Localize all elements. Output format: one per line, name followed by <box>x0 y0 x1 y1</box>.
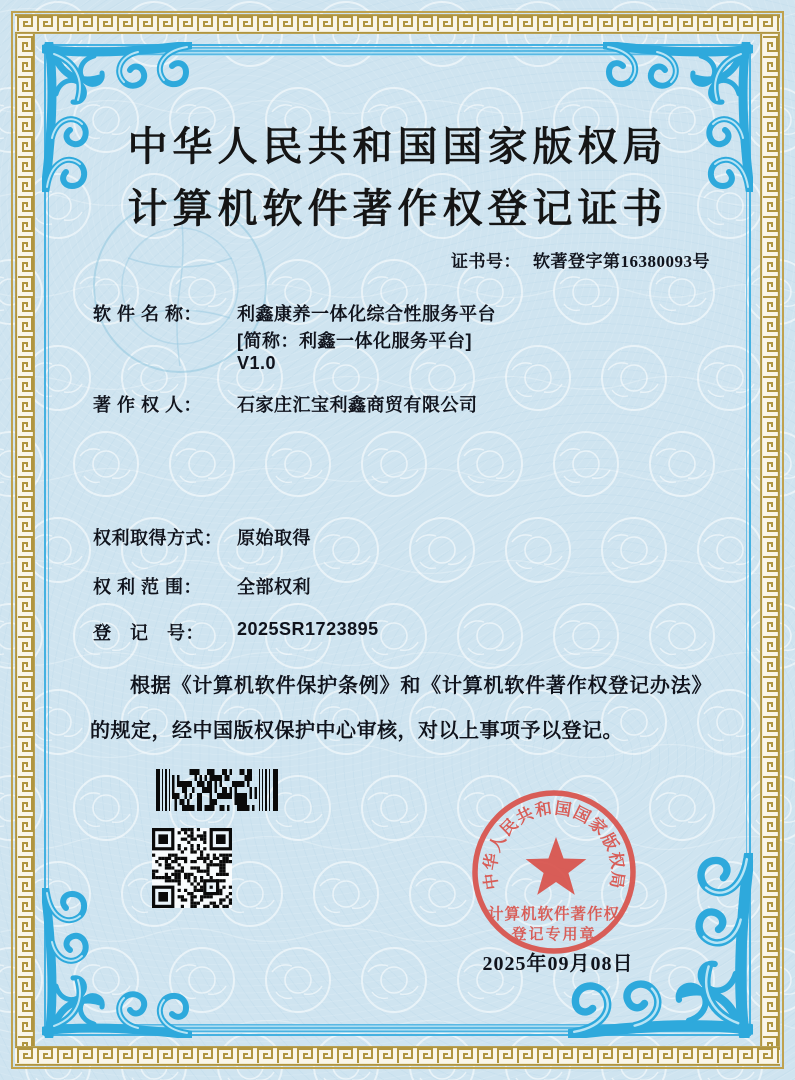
registration-no-label: 登 记 号： <box>93 623 204 643</box>
rights-scope-value: 全部权利 <box>237 577 311 597</box>
authority-title: 中华人民共和国国家版权局 <box>127 124 668 169</box>
greek-key-border-top <box>15 14 780 34</box>
greek-key-border-bottom <box>15 1046 780 1066</box>
registration-no-value: 2025SR1723895 <box>237 619 379 639</box>
title-block <box>0 116 795 240</box>
corner-flourish-art <box>42 888 192 1038</box>
copyright-owner-value: 石家庄汇宝利鑫商贸有限公司 <box>237 395 478 415</box>
star-icon <box>526 837 587 895</box>
acquisition-value: 原始取得 <box>237 528 311 548</box>
seal-line1: 计算机软件著作权 <box>487 906 621 923</box>
acquisition-label: 权利取得方式： <box>93 528 223 548</box>
qr-code <box>152 828 232 908</box>
corner-ornament-bottom-left <box>42 888 192 1038</box>
certificate-title: 计算机软件著作权登记证书 <box>127 186 668 231</box>
software-name-line2: [简称：利鑫一体化服务平台] <box>237 331 472 351</box>
issue-date: 2025年09月08日 <box>482 953 634 975</box>
software-name-label: 软 件 名 称： <box>93 304 203 324</box>
official-seal <box>454 772 654 972</box>
registration-statement: 根据《计算机软件保护条例》和《计算机软件著作权登记办法》的规定，经中国版权保护中心审核，对以上事项予以登记。 <box>90 675 712 742</box>
seal-ring-text: 中华人民共和国国家版权局 <box>480 798 628 891</box>
pdf417-barcode <box>156 769 278 811</box>
seal-line2: 登记专用章 <box>511 927 597 943</box>
copyright-owner-label: 著 作 权 人： <box>93 395 203 415</box>
certificate-number-value: 软著登字第16380093号 <box>533 252 710 271</box>
certificate-number-label: 证书号： <box>451 252 521 271</box>
software-name-line1: 利鑫康养一体化综合性服务平台 <box>237 304 496 324</box>
software-name-line3: V1.0 <box>237 353 277 373</box>
rights-scope-label: 权 利 范 围： <box>93 577 203 597</box>
certificate-number <box>0 247 710 272</box>
